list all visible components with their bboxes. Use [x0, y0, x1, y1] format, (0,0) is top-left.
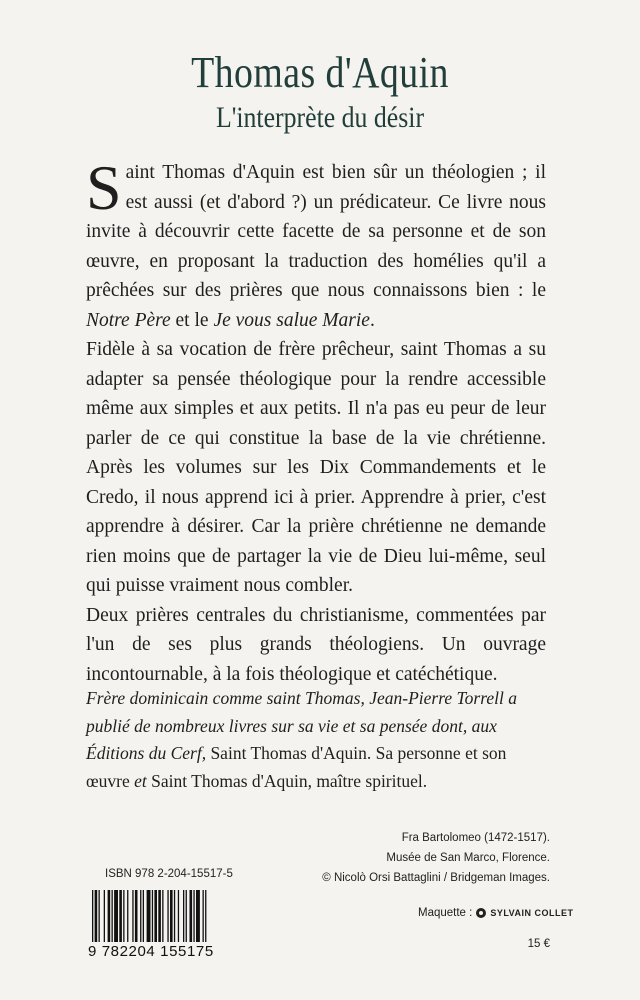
barcode-bar [174, 890, 175, 942]
credit-line-2: Musée de San Marco, Florence. [386, 852, 550, 864]
barcode-bar [203, 890, 204, 942]
barcode-bar [95, 890, 98, 942]
barcode-bar [112, 890, 113, 942]
blurb-p1-end: . [369, 309, 375, 331]
author-bio-text [86, 685, 548, 795]
drop-cap: S [86, 152, 122, 223]
barcode-bar [193, 890, 194, 942]
barcode-bar [114, 890, 118, 942]
barcode-bar [178, 890, 179, 942]
credit-line-1: Fra Bartolomeo (1472-1517). [401, 832, 550, 844]
barcode-bar [140, 890, 141, 942]
book-title: Thomas d'Aquin [191, 48, 449, 97]
barcode-bar [104, 890, 105, 942]
design-credit [418, 907, 574, 919]
author-bio [86, 685, 548, 795]
barcode-bar [154, 890, 157, 942]
blurb-paragraph-3: Deux prières centrales du christianisme, commentées par l'un de ses plus grands théologiens. Un ouvrage incontournable, à la fois théologique et catéchétique. [86, 604, 546, 685]
barcode-bar [143, 890, 144, 942]
barcode-bar [99, 890, 100, 942]
blurb [86, 152, 546, 689]
maquette-label: Maquette : [418, 907, 473, 919]
barcode-bar [132, 890, 133, 942]
barcode-bars [88, 890, 248, 942]
bio-book-1: Saint Thomas d'Aquin. Sa personne et son œuvre [86, 743, 507, 791]
barcode-bar [158, 890, 161, 942]
bio-et: et [134, 770, 147, 791]
barcode [88, 890, 248, 960]
title-block [0, 48, 640, 136]
blurb-p1-text: aint Thomas d'Aquin est bien sûr un théologien ; il est aussi (et d'abord ?) un prédicateur. Ce livre nous invite à découvrir cette facette de sa personne et de son œuvre, en proposant la traduction des homélies qu'il a prêchées sur des prières que nous connaissons bien : le [86, 162, 546, 301]
prayer-title-notre-pere: Notre Père [86, 309, 171, 331]
designer-logo-icon [476, 908, 486, 918]
price: 15 € [527, 938, 550, 950]
prayer-title-ave-maria: Je vous salue Marie [213, 309, 370, 331]
barcode-digits: 9 782204 155175 [88, 943, 214, 960]
credit-line-3: © Nicolò Orsi Battaglini / Bridgeman Images. [322, 872, 550, 884]
bio-book-2: Saint Thomas d'Aquin, maître spirituel. [146, 770, 428, 791]
barcode-bar [186, 890, 187, 942]
barcode-bar [127, 890, 128, 942]
barcode-bar [135, 890, 138, 942]
image-credits [322, 828, 550, 888]
blurb-paragraph-2: Fidèle à sa vocation de frère prêcheur, saint Thomas a su adapter sa pensée théologique pour la rendre accessible même aux simples et aux petits. Il n'a pas eu peur de leur parler de ce qui constitue la base de la vie chrétienne. Après les volumes sur les Dix Commandements et le Credo, il nous apprend ici à prier. Apprendre à prier, c'est apprendre à désirer. Car la prière chrétienne ne demande rien moins que de partager la vie de Dieu lui-même, seul qui puisse vraiment nous combler. [86, 339, 546, 596]
barcode-bar [162, 890, 163, 942]
barcode-bar [123, 890, 124, 942]
barcode-bar [170, 890, 173, 942]
barcode-bar [147, 890, 151, 942]
barcode-bar [196, 890, 200, 942]
isbn-label: ISBN 978 2-204-15517-5 [105, 868, 233, 880]
barcode-bar [205, 890, 206, 942]
barcode-bar [152, 890, 153, 942]
designer-name: SYLVAIN COLLET [490, 908, 574, 918]
book-subtitle: L'interprète du désir [215, 101, 425, 134]
barcode-bar [190, 890, 193, 942]
barcode-bar [92, 890, 93, 942]
blurb-paragraph-1 [86, 152, 546, 335]
blurb-p1-mid: et le [170, 309, 214, 331]
barcode-bar [167, 890, 168, 942]
barcode-bar [183, 890, 184, 942]
bio-intro: Frère dominicain comme saint Thomas, Jean-Pierre Torrell a publié de nombreux livres sur sa vie et sa pensée dont, aux Éditions du Cerf, [86, 688, 517, 763]
barcode-bar [108, 890, 111, 942]
barcode-bar [119, 890, 122, 942]
